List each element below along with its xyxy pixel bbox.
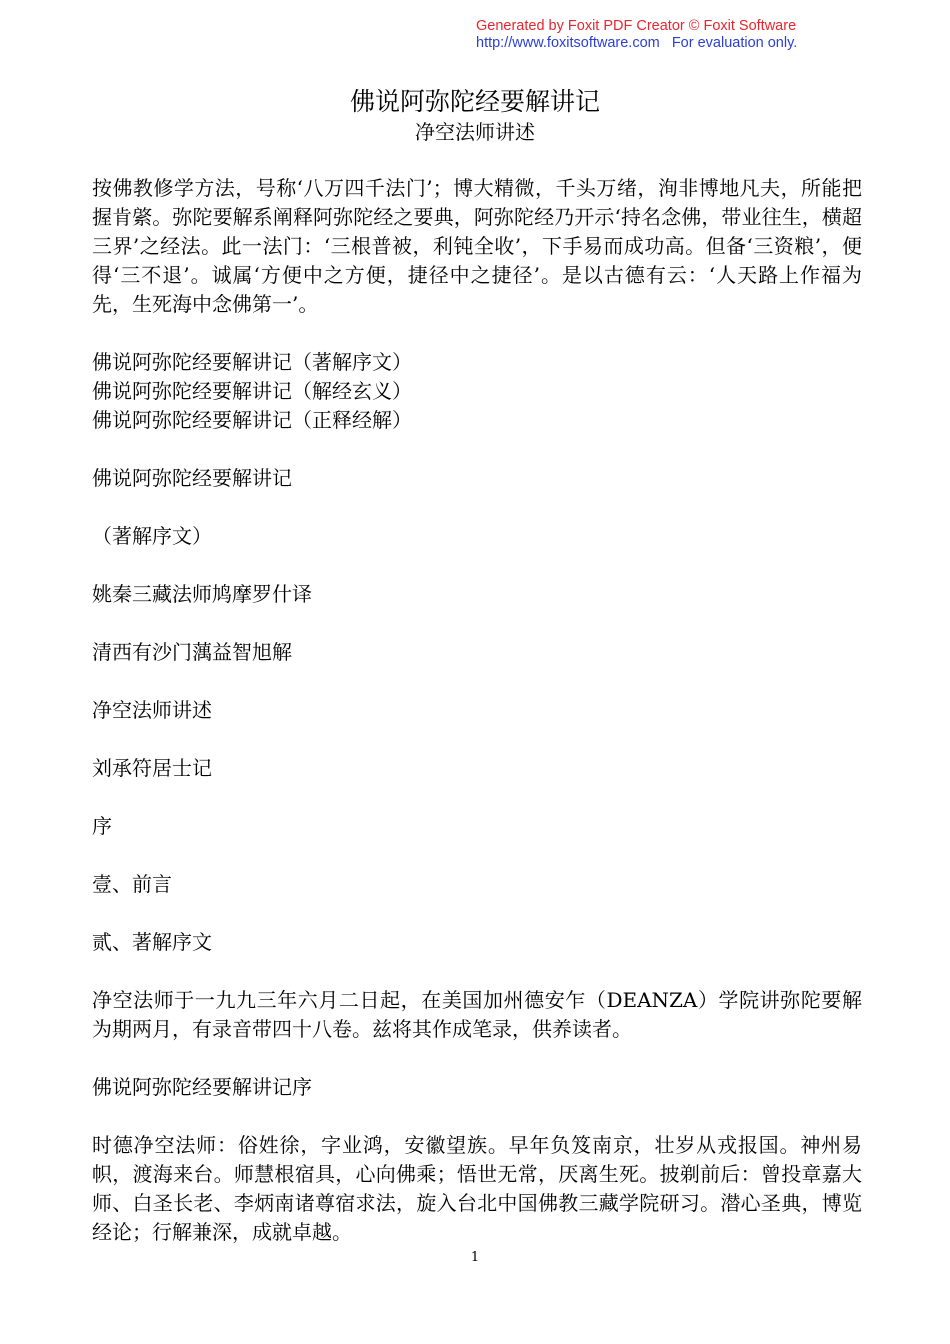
page-number: 1	[470, 1250, 480, 1265]
section-title: 佛说阿弥陀经要解讲记	[92, 466, 292, 490]
translator-line: 姚秦三藏法师鸠摩罗什译	[92, 582, 312, 606]
part-heading-2: 贰、著解序文	[92, 930, 212, 954]
watermark-line-creator: Generated by Foxit PDF Creator © Foxit Software	[476, 18, 797, 34]
preface-title: 佛说阿弥陀经要解讲记序	[92, 1075, 312, 1099]
document-title: 佛说阿弥陀经要解讲记	[349, 87, 600, 116]
part-heading-1: 壹、前言	[92, 872, 172, 896]
document-subtitle: 净空法师讲述	[415, 120, 535, 144]
toc-entry: 佛说阿弥陀经要解讲记（著解序文）	[92, 350, 412, 374]
intro-paragraph: 按佛教修学方法，号称‘八万四千法门’；博大精微，千头万绪，洵非博地凡夫，所能把握肯綮。弥陀要解系阐释阿弥陀经之要典，阿弥陀经乃开示‘持名念佛，带业往生，横超三界’之经法。此一法门：‘三根普被，利钝全收’，下手易而成功高。但备‘三资粮’，便得‘三不退’。诚属‘方便中之方便，捷径中之捷径’。是以古德有云：‘人天路上作福为先，生死海中念佛第一’。	[92, 176, 862, 316]
lecturer-line: 净空法师讲述	[92, 698, 212, 722]
preface-label: 序	[92, 814, 112, 838]
watermark-line-url: http://www.foxitsoftware.com For evaluation only.	[476, 35, 798, 51]
commentator-line: 清西有沙门蕅益智旭解	[92, 640, 292, 664]
section-subtitle: （著解序文）	[92, 524, 212, 548]
evaluation-watermark	[476, 18, 936, 52]
document-body	[92, 174, 862, 1276]
biography-paragraph: 时德净空法师：俗姓徐，字业鸿，安徽望族。早年负笈南京，壮岁从戎报国。神州易帜，渡海来台。师慧根宿具，心向佛乘；悟世无常，厌离生死。披剃前后：曾投章嘉大师、白圣长老、李炳南诸尊宿求法，旋入台北中国佛教三藏学院研习。潜心圣典，博览经论；行解兼深，成就卓越。	[92, 1133, 862, 1244]
lecture-note-paragraph: 净空法师于一九九三年六月二日起，在美国加州德安乍（DEANZA）学院讲弥陀要解为期两月，有录音带四十八卷。兹将其作成笔录，供养读者。	[92, 988, 862, 1041]
toc-entry: 佛说阿弥陀经要解讲记（解经玄义）	[92, 379, 412, 403]
table-of-contents	[92, 348, 862, 435]
toc-entry: 佛说阿弥陀经要解讲记（正释经解）	[92, 408, 412, 432]
recorder-line: 刘承符居士记	[92, 756, 212, 780]
